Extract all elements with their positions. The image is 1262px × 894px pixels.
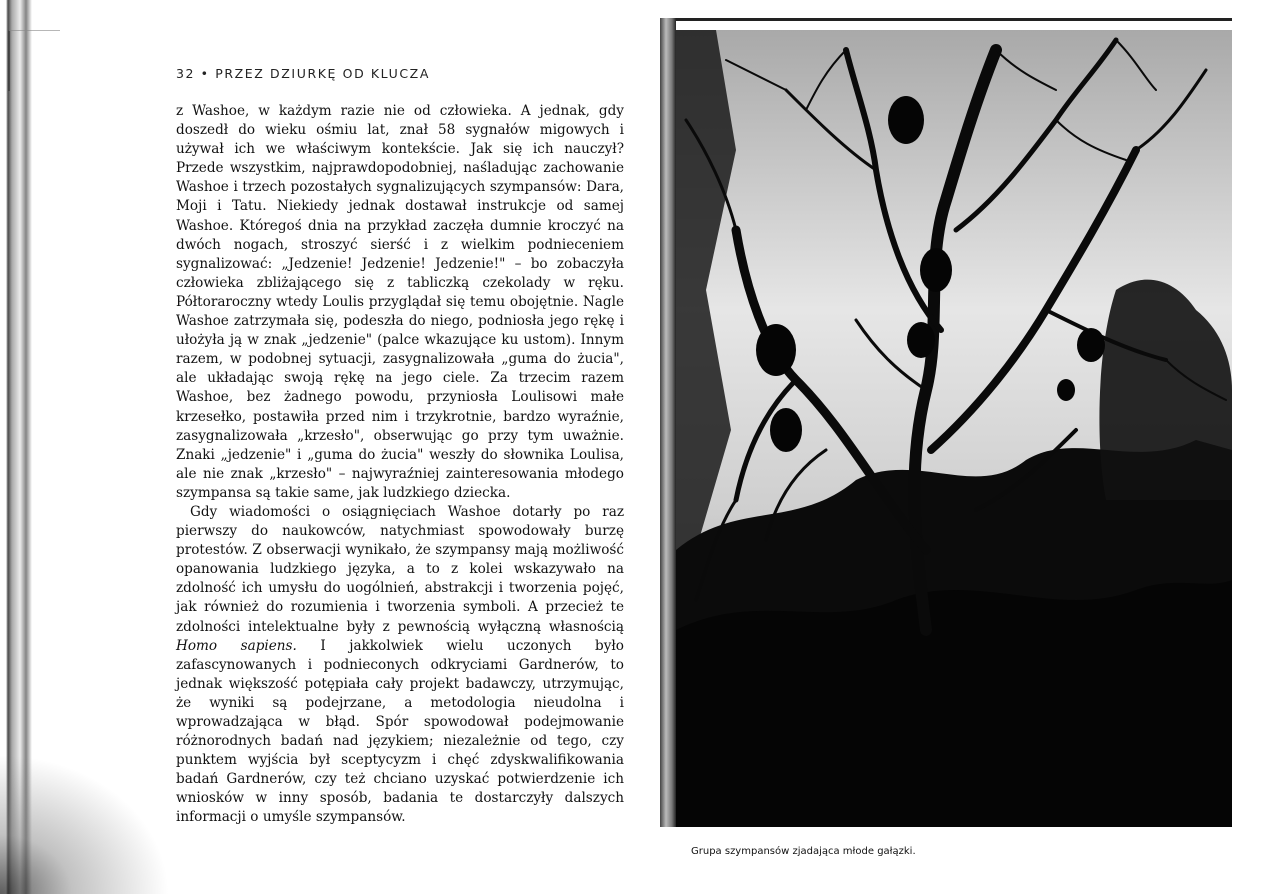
photo-frame-top bbox=[660, 18, 1232, 21]
paragraph-1: z Washoe, w każdym razie nie od człowieka. A jednak, gdy doszedł do wieku ośmiu lat, znał 58 sygnałów migowych i używał ich we właściwym kontekście. Jak się ich nauczył? Przede wszystkim, najprawdopodobniej, naśladując zachowanie Washoe i trzech pozostałych sygnalizujących szympansów: Dara, Moji i Tatu. Niekiedy jednak dostawał instrukcje od samej Washoe. Któregoś dnia na przykład zaczęła dumnie kroczyć na dwóch nogach, stroszyć sierść i z wielkim podnieceniem sygnalizować: „Jedzenie! Jedzenie! Jedzenie!" – bo zobaczyła człowieka zbliżającego się z tabliczką czekolady w ręku. Półtoraroczny wtedy Loulis przyglądał się temu obojętnie. Nagle Washoe zatrzymała się, podeszła do niego, podniosła jego rękę i ułożyła ją w znak „jedzenie" (palce wkazujące ku ustom). Innym razem, w podobnej sytuacji, zasygnalizowała „guma do żucia", ale układając swoją rękę na jego ciele. Za trzecim razem Washoe, bez żadnego powodu, przyniosła Loulisowi małe krzesełko, postawiła przed nim i trzykrotnie, bardzo wyraźnie, zasygnalizowała „krzesło", obserwując go przy tym uważnie. Znaki „jedzenie" i „guma do żucia" weszły do słownika Loulisa, ale nie znak „krzesło" – najwyraźniej zainteresowania młodego szympansa są takie same, jak ludzkiego dziecka. bbox=[176, 103, 624, 501]
photo-caption: Grupa szympansów zjadająca młode gałązki. bbox=[691, 846, 916, 857]
body-text bbox=[176, 102, 624, 828]
chimpanzees-photo bbox=[676, 30, 1232, 827]
page-edge-fold bbox=[8, 30, 60, 91]
paragraph-2 bbox=[176, 503, 624, 828]
paragraph-2-end: I jakkolwiek wielu uczonych było zafascynowanych i podnieconych odkryciami Gardnerów, to jednak większość potępiała cały projekt badawczy, utrzymując, że wyniki są podejrzane, a metodologia nieudolna i wprowadzająca w błąd. Spór spowodował podejmowanie różnorodnych badań nad językiem; niezależnie od tego, czy punktem wyjścia był sceptycyzm i chęć zdyskwalifikowania badań Gardnerów, czy też chciano uzyskać potwierdzenie ich wniosków w inny sposób, badania te dostarczyły dalszych informacji o umyśle szympansów. bbox=[176, 637, 624, 826]
page-corner-shadow bbox=[0, 754, 170, 894]
paragraph-2-italic: Homo sapiens. bbox=[176, 637, 297, 654]
tree-silhouette-image bbox=[676, 30, 1232, 827]
paragraph-2-start: Gdy wiadomości o osiągnięciach Washoe dotarły po raz pierwszy do naukowców, natychmiast spowodowały burzę protestów. Z obserwacji wynikało, że szympansy mają możliwość opanowania ludzkiego języka, a to z kolei wskazywało na zdolność ich umysłu do uogólnień, abstrakcji i tworzenia pojęć, jak również do rozumienia i tworzenia symboli. A przecież te zdolności intelektualne były z pewnością wyłączną własnością bbox=[176, 503, 624, 635]
photo-frame-left bbox=[660, 18, 676, 827]
running-head: 32 • PRZEZ DZIURKĘ OD KLUCZA bbox=[176, 66, 430, 81]
